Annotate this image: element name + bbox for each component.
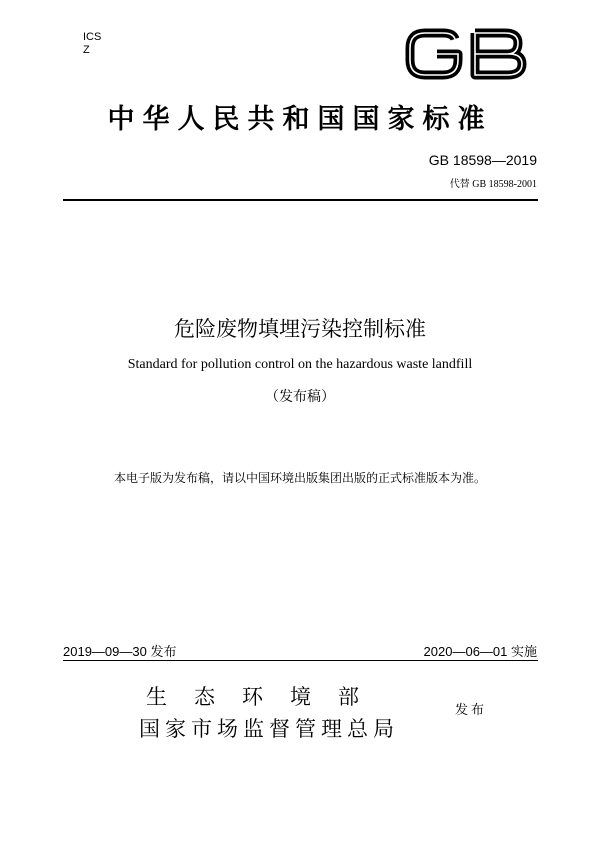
- ics-block: [83, 31, 101, 57]
- electronic-version-notice: 本电子版为发布稿，请以中国环境出版集团出版的正式标准版本为准。: [113, 471, 486, 485]
- implementation-date: 2020—06—01 实施: [423, 644, 537, 659]
- draft-label: （发布稿）: [265, 389, 335, 405]
- header-divider: [63, 199, 538, 201]
- document-title-en: Standard for pollution control on the hazardous waste landfill: [127, 357, 473, 372]
- footer-divider: [63, 660, 538, 661]
- country-standard-heading: 中华人民共和国国家标准: [107, 104, 493, 135]
- replaces-standard: 代替 GB 18598-2001: [449, 179, 537, 190]
- publish-date: 2019—09—30 发布: [63, 644, 177, 659]
- issuer-ministry: 生态环境部: [146, 685, 386, 709]
- category-code: Z: [83, 44, 90, 56]
- issuer-administration: 国家市场监督管理总局: [139, 717, 399, 741]
- standard-number: GB 18598—2019: [428, 152, 537, 168]
- publish-action: 发布: [455, 703, 488, 718]
- document-title-cn: 危险废物填埋污染控制标准: [174, 317, 426, 341]
- gb-logo: [403, 26, 531, 82]
- ics-label: ICS: [83, 31, 102, 43]
